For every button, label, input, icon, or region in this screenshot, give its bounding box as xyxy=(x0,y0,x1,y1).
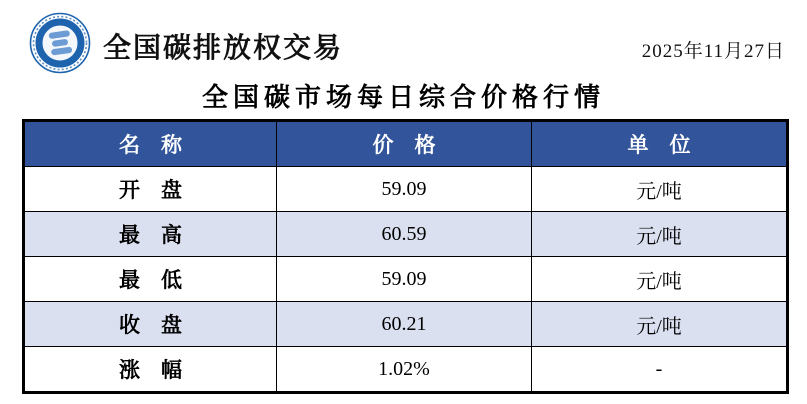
unit-value: 元/吨 xyxy=(532,212,788,257)
price-value: 60.21 xyxy=(277,302,532,347)
table-header-row xyxy=(24,121,788,167)
table-row-close xyxy=(24,302,788,347)
table-row-change xyxy=(24,347,788,393)
unit-value: - xyxy=(532,347,788,393)
row-label: 最 低 xyxy=(24,257,277,302)
row-label: 开 盘 xyxy=(24,167,277,212)
price-value: 59.09 xyxy=(277,257,532,302)
carbon-exchange-seal-icon xyxy=(29,12,91,74)
brand-title: 全国碳排放权交易 xyxy=(103,33,344,64)
column-header-unit: 单 位 xyxy=(532,121,788,167)
table-row-high xyxy=(24,212,788,257)
table-row-open xyxy=(24,167,788,212)
column-header-name: 名 称 xyxy=(24,121,277,167)
column-header-price: 价 格 xyxy=(277,121,532,167)
price-value: 59.09 xyxy=(277,167,532,212)
price-value: 1.02% xyxy=(277,347,532,393)
page-title: 全国碳市场每日综合价格行情 xyxy=(201,83,605,112)
unit-value: 元/吨 xyxy=(532,302,788,347)
unit-value: 元/吨 xyxy=(532,257,788,302)
price-value: 60.59 xyxy=(277,212,532,257)
daily-price-table xyxy=(22,119,789,394)
row-label: 最 高 xyxy=(24,212,277,257)
table-row-low xyxy=(24,257,788,302)
unit-value: 元/吨 xyxy=(532,167,788,212)
row-label: 涨 幅 xyxy=(24,347,277,393)
date-label: 2025年11月27日 xyxy=(641,41,785,62)
row-label: 收 盘 xyxy=(24,302,277,347)
